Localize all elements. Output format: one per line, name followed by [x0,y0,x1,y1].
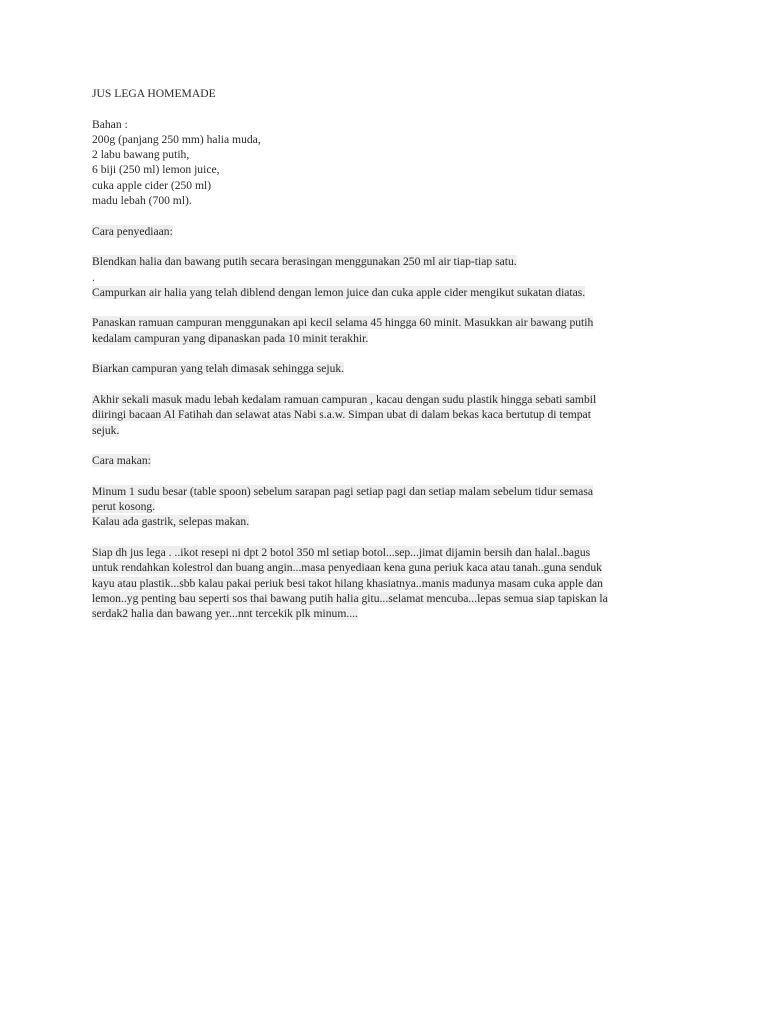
ingredient-item: madu lebah (700 ml). [92,194,192,208]
usage-heading: Cara makan: [92,454,151,468]
note-paragraph-line: lemon..yg penting bau seperti sos thai bawang putih halia gitu...selamat mencuba...lepas semua siap tapiskan la [92,591,608,605]
usage-instruction: perut kosong. [92,500,156,514]
spacer [92,468,682,483]
preparation-step: diiringi bacaan Al Fatihah dan selawat atas Nabi s.a.w. Simpan ubat di dalam bekas kaca bertutup di tempat [92,408,591,422]
preparation-step: Panaskan ramuan campuran menggunakan api kecil selama 45 hingga 60 minit. Masukkan air bawang putih [92,316,594,330]
note-paragraph-line: untuk rendahkan kolestrol dan buang angin...masa penyediaan kena guna periuk kaca atau tanah..guna senduk [92,561,602,575]
stray-dot: . [92,270,95,284]
ingredient-item: 6 biji (250 ml) lemon juice, [92,163,220,177]
preparation-step: Biarkan campuran yang telah dimasak sehingga sejuk. [92,362,345,376]
spacer [92,346,682,361]
ingredients-heading: Bahan : [92,117,128,131]
usage-instruction: Minum 1 sudu besar (table spoon) sebelum sarapan pagi setiap pagi dan setiap malam sebelum tidur semasa [92,484,593,498]
ingredient-item: 2 labu bawang putih, [92,148,190,162]
document-body [92,86,682,621]
preparation-step: Campurkan air halia yang telah diblend dengan lemon juice dan cuka apple cider mengikut sukatan diatas. [92,285,586,299]
note-paragraph-line: serdak2 halia dan bawang yer...nnt tercekik plk minum.... [92,607,358,621]
spacer [92,530,682,545]
usage-gastric-note: Kalau ada gastrik, selepas makan. [92,515,250,529]
preparation-step: Blendkan halia dan bawang putih secara berasingan menggunakan 250 ml air tiap-tiap satu. [92,255,517,269]
preparation-step: sejuk. [92,423,120,437]
document-title: JUS LEGA HOMEMADE [92,87,216,100]
spacer [92,438,682,453]
spacer [92,239,682,254]
ingredient-item: 200g (panjang 250 mm) halia muda, [92,132,261,146]
spacer [92,101,682,116]
spacer [92,377,682,392]
preparation-step: kedalam campuran yang dipanaskan pada 10 minit terakhir. [92,331,369,345]
spacer [92,300,682,315]
note-paragraph-line: Siap dh jus lega . ..ikot resepi ni dpt 2 botol 350 ml setiap botol...sep...jimat dijamin bersih dan halal..bagus [92,545,591,559]
preparation-step: Akhir sekali masuk madu lebah kedalam ramuan campuran , kacau dengan sudu plastik hingga sebati sambil [92,392,597,406]
ingredient-item: cuka apple cider (250 ml) [92,178,212,192]
spacer [92,208,682,223]
preparation-heading: Cara penyediaan: [92,224,173,238]
note-paragraph-line: kayu atau plastik...sbb kalau pakai periuk besi takot hilang khasiatnya..manis madunya masam cuka apple dan [92,576,603,590]
